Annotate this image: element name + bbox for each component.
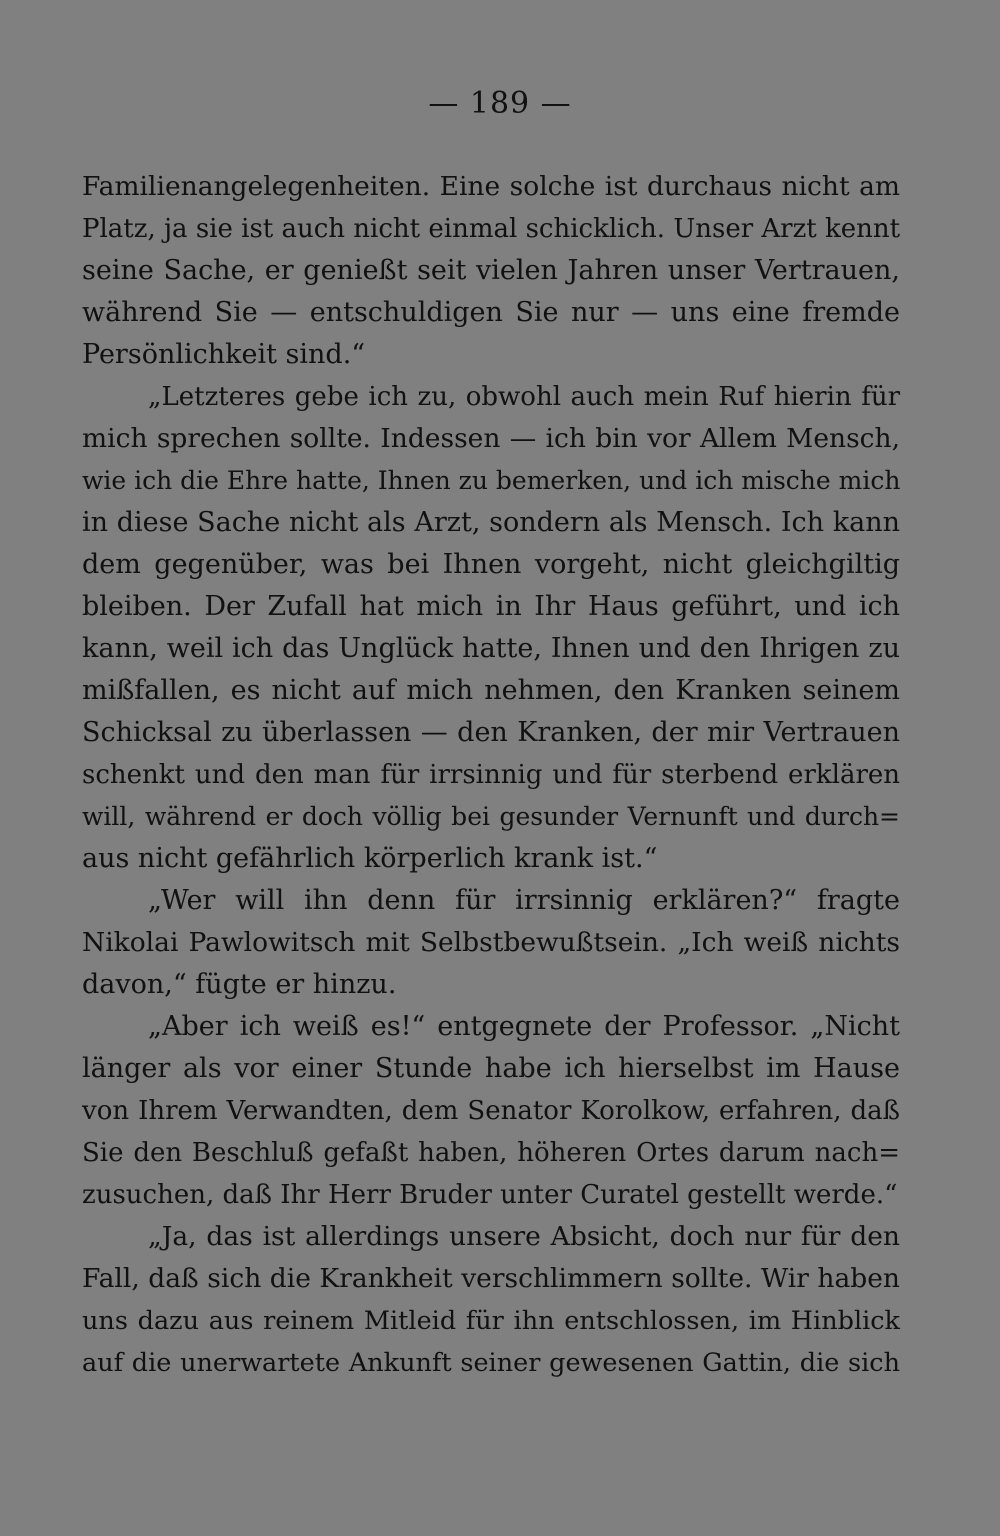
text-line: während Sie — entschuldigen Sie nur — uns eine fremde (82, 297, 900, 328)
text-line: „Ja, das ist allerdings unsere Absicht, doch nur für den (148, 1221, 900, 1252)
text-line: seine Sache, er genießt seit vielen Jahren unser Vertrauen, (82, 255, 900, 286)
text-line: kann, weil ich das Unglück hatte, Ihnen und den Ihrigen zu (82, 633, 900, 664)
text-line: von Ihrem Verwandten, dem Senator Korolkow, erfahren, daß (82, 1096, 900, 1126)
text-line: mich sprechen sollte. Indessen — ich bin vor Allem Mensch, (82, 423, 900, 454)
text-line: mißfallen, es nicht auf mich nehmen, den Kranken seinem (82, 675, 900, 706)
text-line: Sie den Beschluß gefaßt haben, höheren Ortes darum nach= (82, 1138, 900, 1168)
body-text (82, 166, 900, 1384)
text-line: auf die unerwartete Ankunft seiner gewesenen Gattin, die sich (82, 1348, 900, 1378)
text-line: Platz, ja sie ist auch nicht einmal schicklich. Unser Arzt kennt (82, 214, 901, 244)
text-line: Familienangelegenheiten. Eine solche ist durchaus nicht am (82, 171, 900, 202)
text-line: Persönlichkeit sind.“ (82, 339, 366, 370)
text-line: „Aber ich weiß es!“ entgegnete der Professor. „Nicht (148, 1011, 900, 1042)
text-line: schenkt und den man für irrsinnig und für sterbend erklären (82, 760, 900, 790)
text-line: zusuchen, daß Ihr Herr Bruder unter Curatel gestellt werde.“ (82, 1180, 898, 1210)
text-line: wie ich die Ehre hatte, Ihnen zu bemerken, und ich mische mich (82, 466, 901, 495)
text-line: will, während er doch völlig bei gesunder Vernunft und durch= (82, 802, 900, 831)
text-line: dem gegenüber, was bei Ihnen vorgeht, nicht gleichgiltig (82, 549, 900, 580)
text-line: bleiben. Der Zufall hat mich in Ihr Haus geführt, und ich (82, 591, 900, 622)
text-line: „Letzteres gebe ich zu, obwohl auch mein Ruf hierin für (148, 382, 900, 412)
text-line: Schicksal zu überlassen — den Kranken, der mir Vertrauen (82, 717, 900, 748)
page-number: — 189 — (428, 86, 572, 121)
text-line: uns dazu aus reinem Mitleid für ihn entschlossen, im Hinblick (82, 1306, 900, 1336)
text-line: länger als vor einer Stunde habe ich hierselbst im Hause (82, 1053, 900, 1084)
text-line: davon,“ fügte er hinzu. (82, 969, 397, 1000)
text-line: aus nicht gefährlich körperlich krank ist.“ (82, 843, 658, 874)
text-line: „Wer will ihn denn für irrsinnig erklären?“ fragte (148, 885, 900, 916)
text-line: Fall, daß sich die Krankheit verschlimmern sollte. Wir haben (82, 1263, 900, 1294)
text-line: Nikolai Pawlowitsch mit Selbstbewußtsein. „Ich weiß nichts (82, 927, 900, 958)
text-line: in diese Sache nicht als Arzt, sondern als Mensch. Ich kann (82, 507, 900, 538)
